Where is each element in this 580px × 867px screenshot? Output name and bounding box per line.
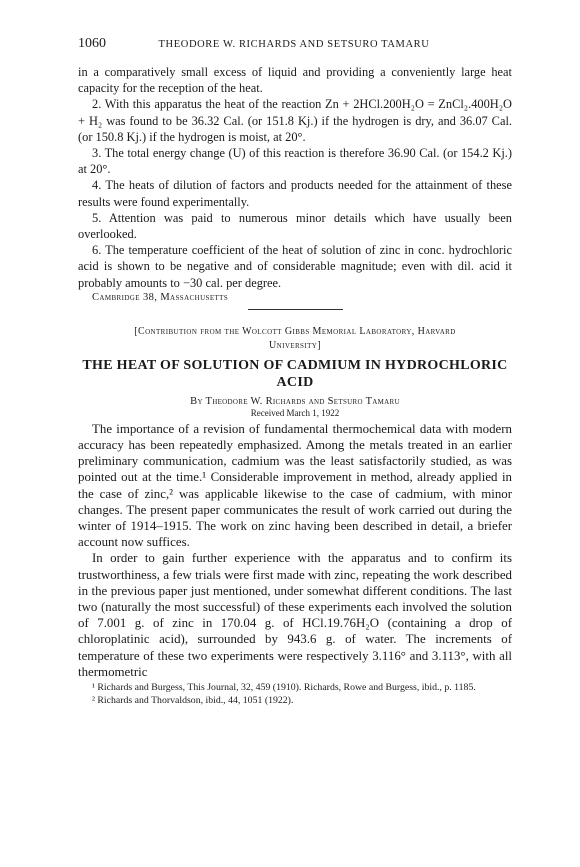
paragraph: In order to gain further experience with the apparatus and to confirm its trustworthiness, a few trials were first made with zinc, repeating the work described in the previous paper just mentioned, under somewhat different conditions. The last two (naturally the most successful) of these experiments each involved the solution of 7.001 g. of zinc in 170.04 g. of HCl.19.76H₂O (containing a drop of chloroplatinic acid), surrounded by 943.6 g. of water. The increments of temperature of these two experiments were respectively 3.116° and 3.113°, with all thermometric — [78, 551, 512, 679]
footnote: ¹ Richards and Burgess, This Journal, 32, 459 (1910). Richards, Rowe and Burgess, ibid., p. 1185. — [92, 682, 476, 694]
previous-article-conclusion — [78, 64, 512, 310]
page-header — [78, 36, 512, 56]
page-number: 1060 — [78, 36, 106, 51]
paragraph: 4. The heats of dilution of factors and products needed for the attainment of these results were found experimentally. — [78, 178, 512, 209]
article-title-line-2: ACID — [276, 374, 314, 390]
paragraph: 3. The total energy change (U) of this reaction is therefore 36.90 Cal. (or 154.2 Kj.) at 20°. — [78, 146, 512, 177]
paragraph: in a comparatively small excess of liquid and providing a conveniently large heat capacity for the reception of the heat. — [78, 65, 512, 96]
paragraph: 2. With this apparatus the heat of the reaction Zn + 2HCl.200H₂O = ZnCl₂.400H₂O + H₂ was found to be 36.32 Cal. (or 151.8 Kj.) if the hydrogen is dry, and 36.07 Cal. (or 150.8 Kj.) if the hydrogen is moist, at 20°. — [78, 97, 512, 144]
article-title-line-1: THE HEAT OF SOLUTION OF CADMIUM IN HYDROCHLORIC — [82, 357, 508, 373]
section-divider — [248, 309, 343, 310]
contribution-line — [78, 325, 512, 353]
footnotes — [78, 681, 512, 707]
received-date: Received March 1, 1922 — [250, 407, 340, 418]
paragraph: 5. Attention was paid to numerous minor details which have usually been overlooked. — [78, 210, 512, 242]
contribution-line-2: University] — [269, 339, 321, 351]
place-line: Cambridge 38, Massachusetts — [92, 291, 229, 303]
paragraph: The importance of a revision of fundamental thermochemical data with modern accuracy has been repeatedly emphasized. Among the metals treated in an earlier preliminary communication, cadmium was the least satisfactorily studied, as was pointed out at the time.¹ Considerable improvement in method, already applied in the case of zinc,² was applicable likewise to the case of cadmium, with minor changes. The present paper communicates the result of work carried out during the winter of 1914–1915. The work on zinc having been described in detail, a briefer account now suffices. — [78, 421, 512, 550]
contribution-line-1: [Contribution from the Wolcott Gibbs Memorial Laboratory, Harvard — [134, 325, 456, 337]
running-title: THEODORE W. RICHARDS AND SETSURO TAMARU — [158, 39, 430, 50]
paragraph: 6. The temperature coefficient of the heat of solution of zinc in conc. hydrochloric acid is shown to be negative and of considerable magnitude; even with dil. acid it probably amounts to −30 cal. per degree. — [78, 243, 512, 290]
byline: By Theodore W. Richards and Setsuro Tamaru — [190, 395, 400, 407]
article-title — [78, 357, 512, 391]
article-body — [78, 421, 512, 680]
footnote: ² Richards and Thorvaldson, ibid., 44, 1051 (1922). — [92, 695, 294, 707]
page — [78, 36, 512, 707]
